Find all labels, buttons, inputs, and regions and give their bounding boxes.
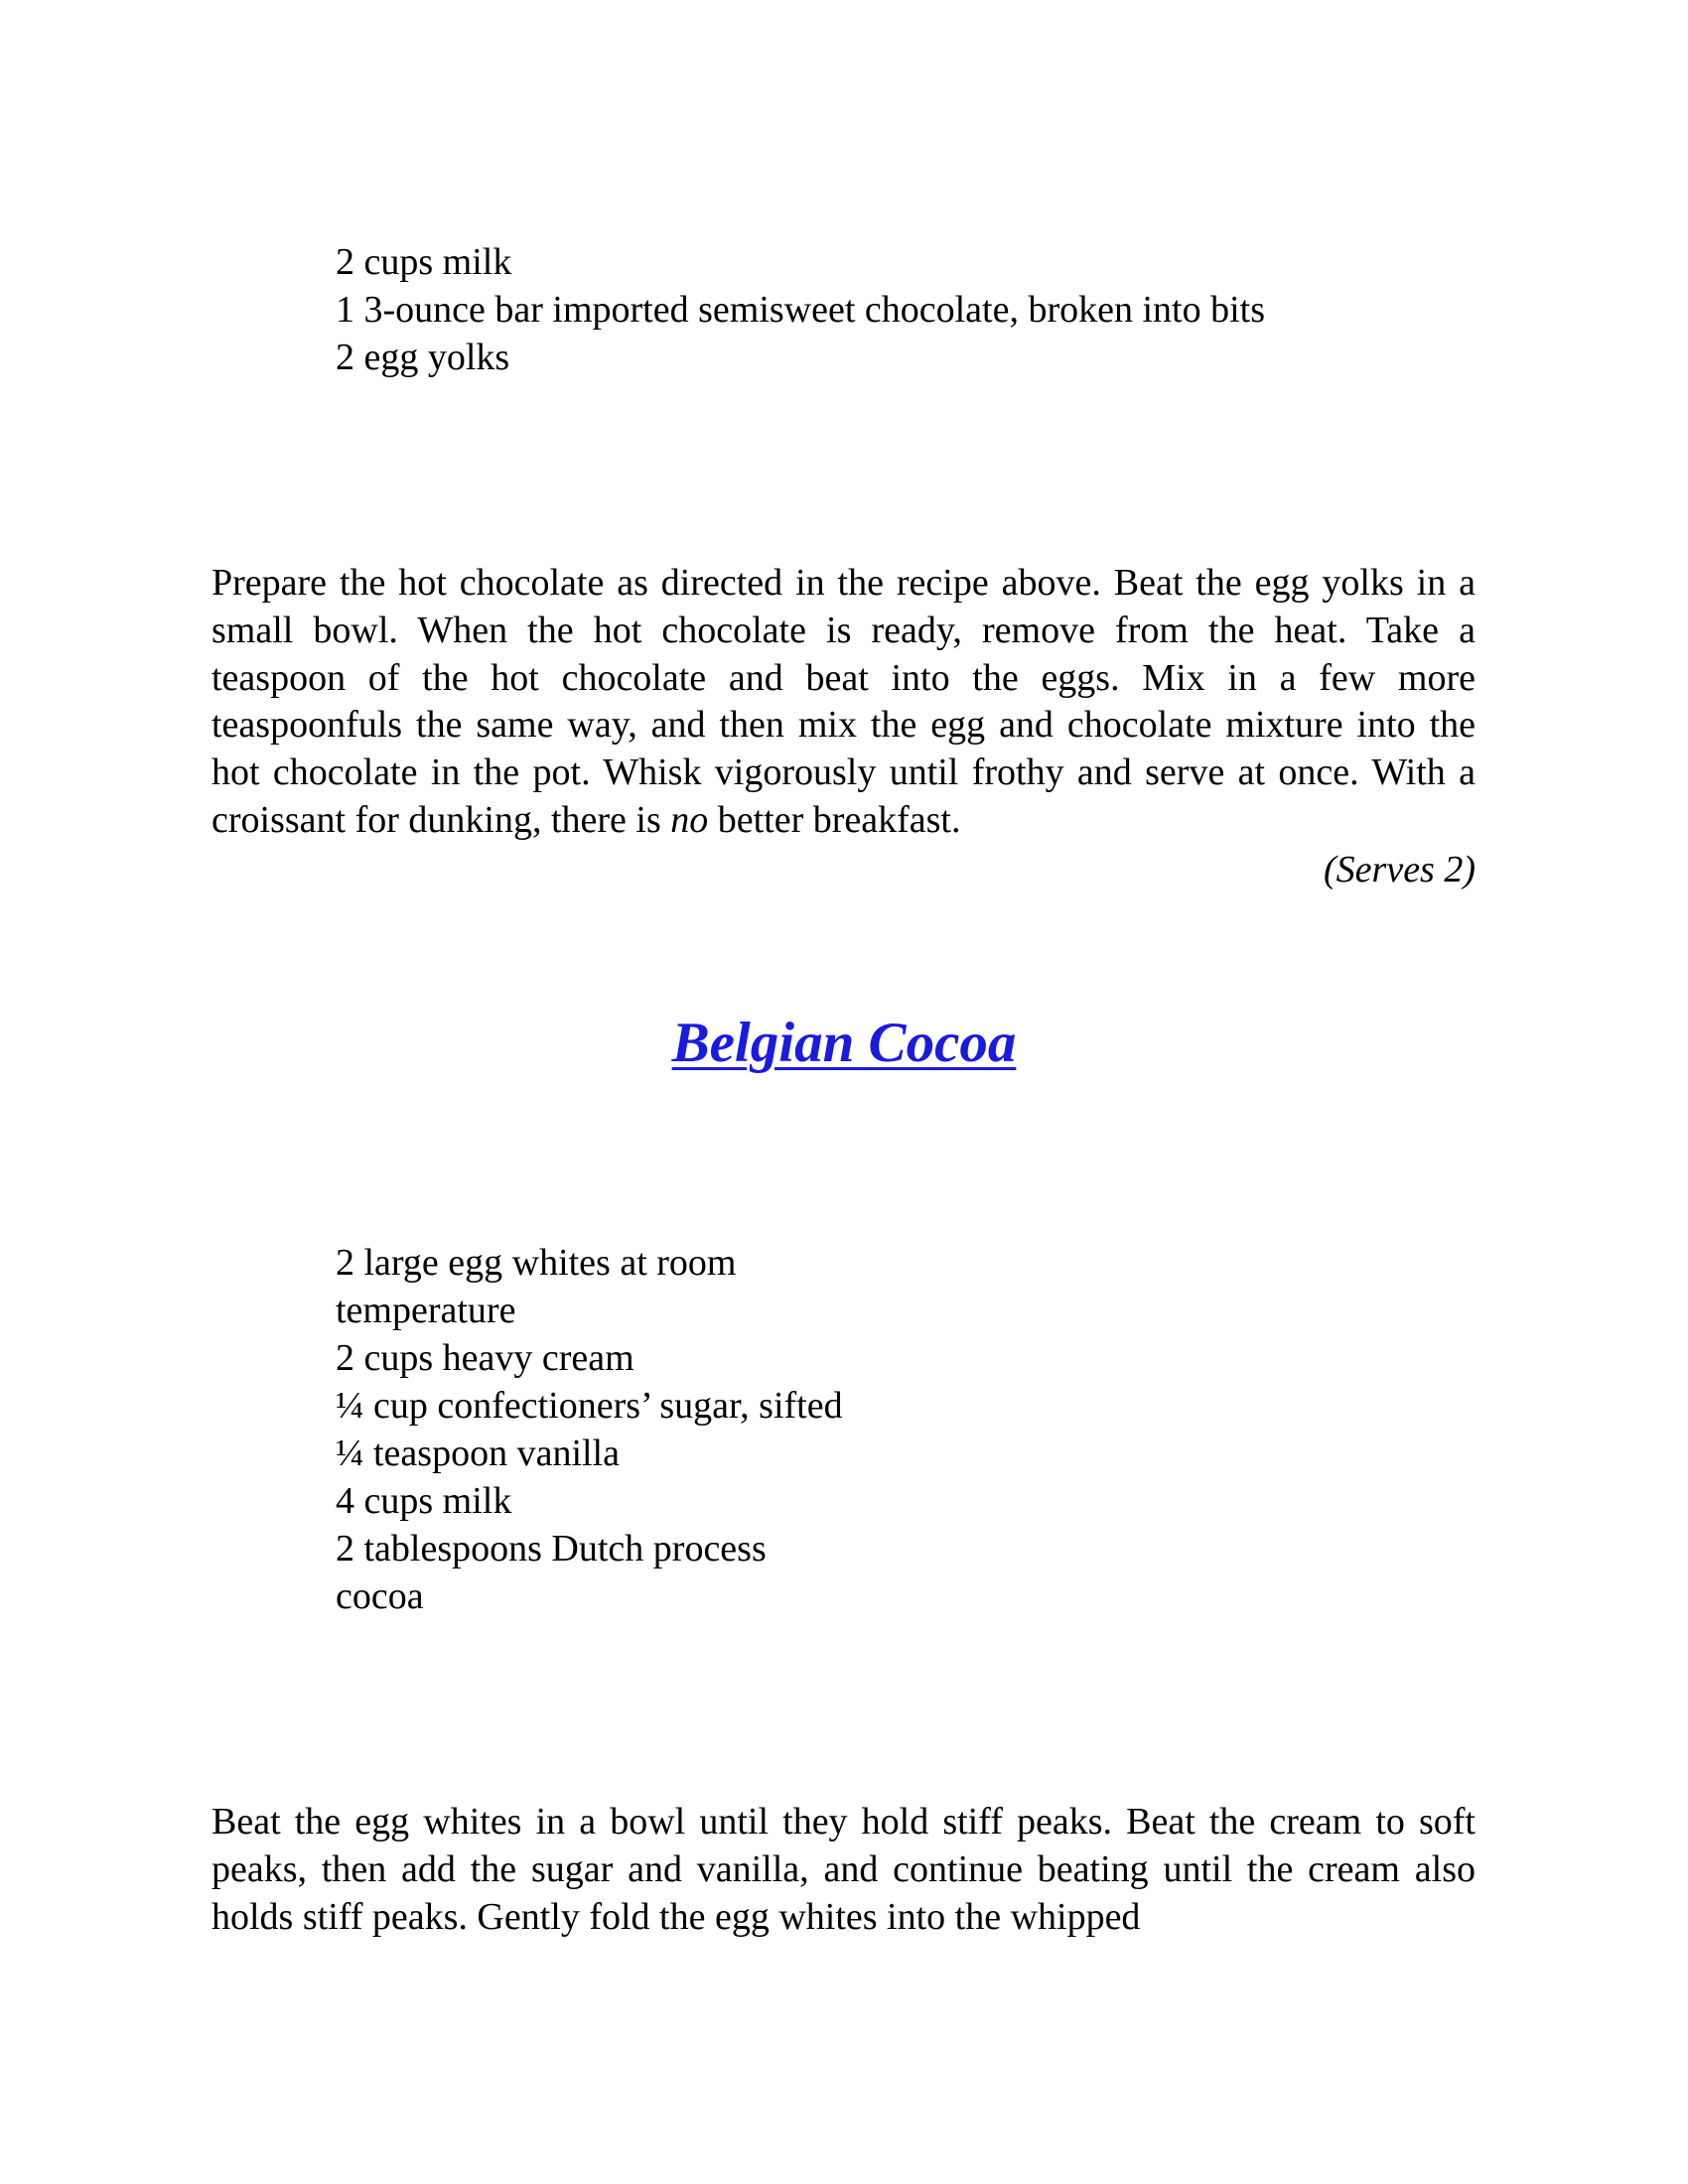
instructions-paragraph [211,560,1476,845]
ingredient-item: ¼ teaspoon vanilla [336,1433,620,1474]
ingredient-item: 2 cups heavy cream [336,1337,634,1379]
serves-note: (Serves 2) [1324,849,1476,890]
recipe-title-link[interactable]: Belgian Cocoa [671,1012,1017,1074]
emphasis-text: no [670,798,709,841]
instructions-paragraph: Beat the egg whites in a bowl until they hold stiff peaks. Beat the cream to soft peaks, then add the sugar and vanilla, and continue beating until the cream also holds stiff peaks. Gently fold the egg whites into the whipped [211,1801,1476,1938]
ingredient-item: ¼ cup confectioners’ sugar, sifted [336,1385,843,1427]
ingredient-list [336,238,1350,381]
instructions-text: Prepare the hot chocolate as directed in the recipe above. Beat the egg yolks in a small bowl. When the hot chocolate is ready, remove from the heat. Take a teaspoon of the hot chocolate and beat into the eggs. Mix in a few more teaspoonfuls the same way, and then mix the egg and chocolate mixture into the hot chocolate in the pot. Whisk vigorously until frothy and serve at once. With a croissant for dunking, there is [211,562,1476,841]
ingredient-item: 2 tablespoons Dutch process cocoa [336,1528,767,1617]
ingredient-item: 2 cups milk [336,241,512,283]
ingredient-item: 1 3-ounce bar imported semisweet chocolate, broken into bits [336,289,1266,331]
instructions-text-end: better breakfast. [708,798,961,841]
ingredient-item: 2 egg yolks [336,337,510,378]
ingredient-item: 2 large egg whites at room temperature [336,1242,737,1331]
ingredient-list [336,1239,852,1620]
recipe-title [0,1009,1688,1078]
ingredient-item: 4 cups milk [336,1480,512,1522]
